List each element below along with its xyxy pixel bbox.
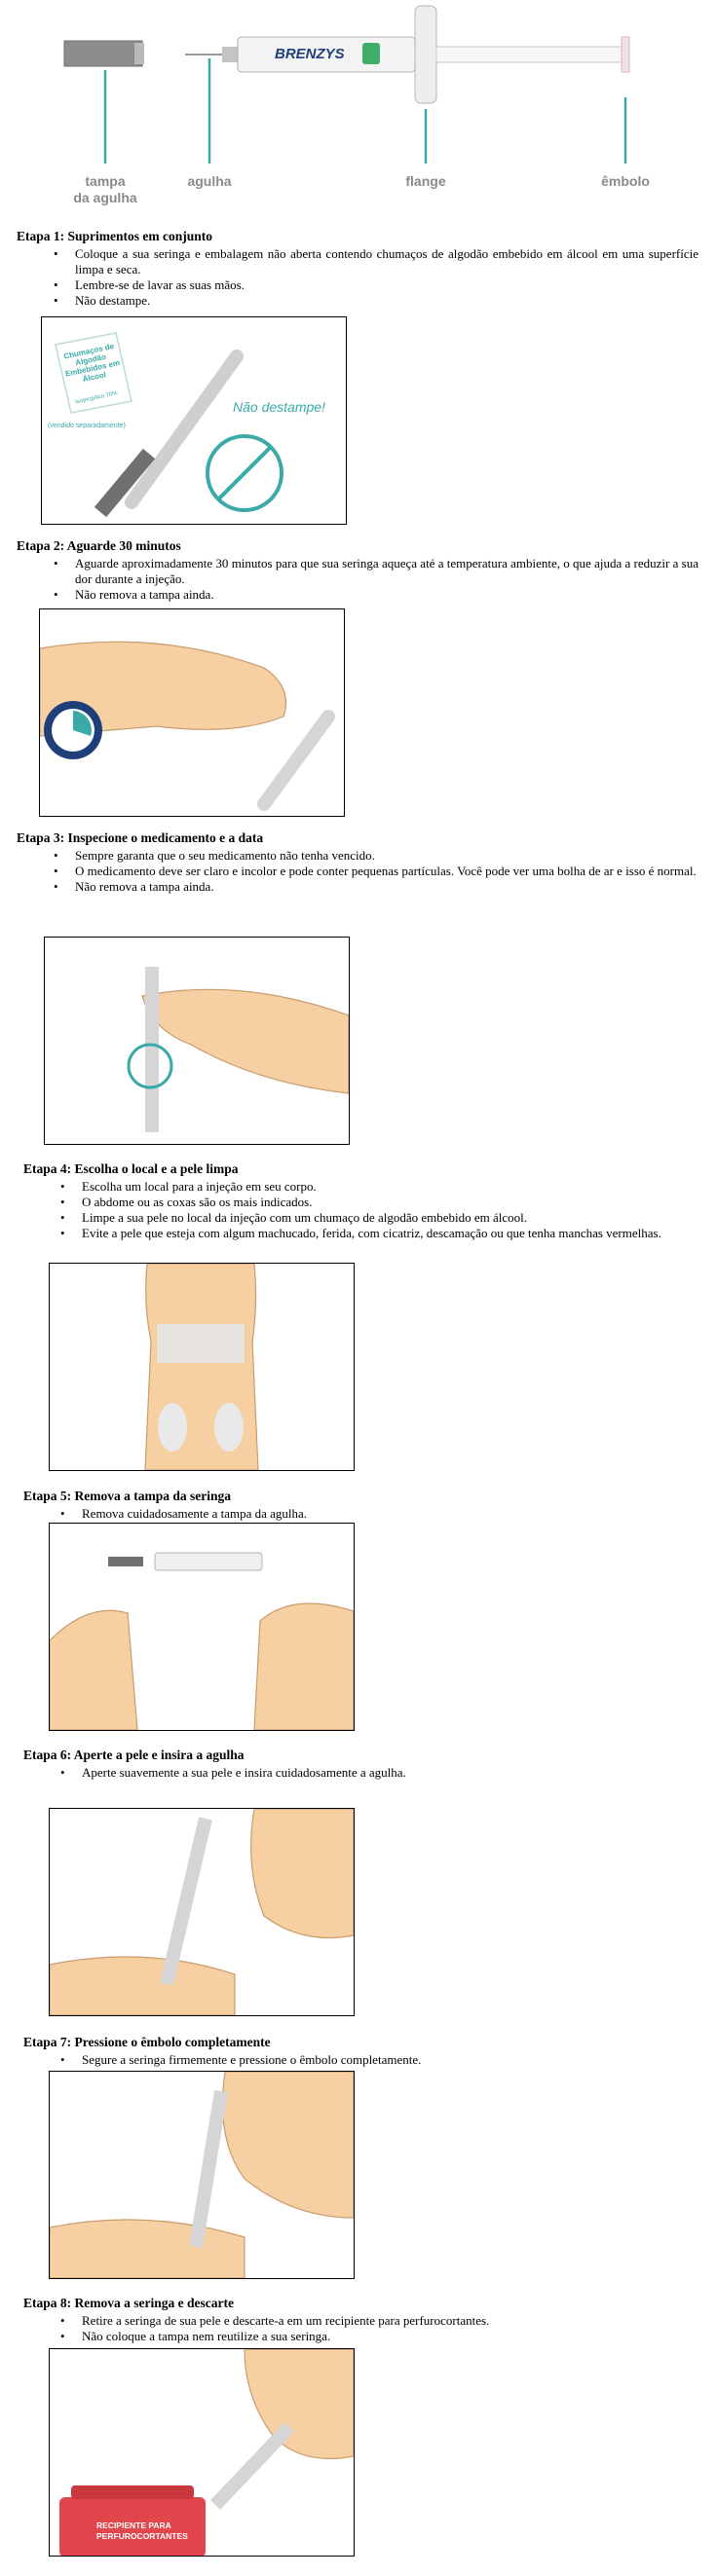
step-4-figure (49, 1263, 355, 1471)
step-7-title: Etapa 7: Pressione o êmbolo completamente (23, 2035, 271, 2049)
list-item: • Coloque a sua seringa e embalagem não aberta contendo chumaços de algodão embebido em álcool em uma superfície limpa e seca. (75, 246, 698, 277)
needle-hub (222, 47, 238, 62)
step-2 (0, 538, 717, 603)
abdomen-site (157, 1324, 245, 1363)
cap-label: tampa da agulha (73, 173, 137, 205)
list-item: • Aguarde aproximadamente 30 minutos para que sua seringa aqueça até a temperatura ambiente, o que ajuda a reduzir a sua dor durante a injeção. (75, 556, 698, 587)
needle-cap-shape (108, 1557, 143, 1566)
flange-shape (415, 6, 436, 103)
right-hand-illustration (254, 1603, 354, 1730)
step-2-figure (39, 608, 345, 817)
list-item: • Retire a seringa de sua pele e descarte-a em um recipiente para perfurocortantes. (82, 2313, 701, 2329)
list-item: • Não remova a tampa ainda. (75, 587, 698, 603)
needle-cap-end (134, 43, 144, 64)
plunger-head (622, 37, 629, 72)
list-item: • Escolha um local para a injeção em seu corpo. (82, 1179, 701, 1195)
step-6-title: Etapa 6: Aperte a pele e insira a agulha (23, 1748, 245, 1762)
step-4-title: Etapa 4: Escolha o local e a pele limpa (23, 1161, 239, 1176)
syringe-body (196, 2091, 221, 2247)
step-8-figure (49, 2348, 355, 2557)
step-6-figure (49, 1808, 355, 2016)
step-6 (0, 1748, 717, 1781)
barrel-logo-mark (362, 43, 380, 64)
brand-logo: BRENZYS (275, 46, 345, 62)
packet-title: Chumaços de Algodão Embebidos em Álcool (62, 341, 121, 385)
left-hand-illustration (50, 1610, 137, 1730)
warning-text: Não destampe! (233, 399, 325, 415)
step-5 (0, 1489, 717, 1522)
hand-illustration (223, 2072, 355, 2218)
step-1-title: Etapa 1: Suprimentos em conjunto (17, 229, 213, 243)
step-2-title: Etapa 2: Aguarde 30 minutos (17, 538, 181, 553)
sharps-container-label: RECIPIENTE PARA PERFUROCORTANTES (96, 2521, 188, 2541)
list-item: • Não coloque a tampa nem reutilize a sua seringa. (82, 2329, 701, 2344)
hand-illustration (245, 2349, 354, 2459)
step-1 (0, 229, 717, 309)
list-item: • Sempre garanta que o seu medicamento não tenha vencido. (75, 848, 698, 864)
step-7 (0, 2035, 717, 2068)
skin-fold-illustration (50, 1957, 235, 2015)
needle-label: agulha (187, 173, 232, 189)
left-thigh-site (158, 1403, 187, 1452)
sharps-container-lid (71, 2485, 194, 2499)
syringe-body (155, 1553, 262, 1570)
flange-label: flange (405, 173, 446, 189)
step-7-figure (49, 2071, 355, 2279)
list-item: • Evite a pele que esteja com algum machucado, ferida, com cicatriz, descamação ou que tenha manchas vermelhas. (82, 1226, 701, 1241)
step-8 (0, 2296, 717, 2344)
needle-cap-shape (64, 41, 142, 66)
hand-illustration (142, 989, 349, 1093)
syringe-anatomy-diagram (0, 0, 717, 214)
syringe-body (215, 2427, 289, 2505)
hand-illustration (251, 1809, 354, 1938)
step-1-figure (41, 316, 347, 525)
step-3-title: Etapa 3: Inspecione o medicamento e a data (17, 830, 264, 845)
packet-note: (vendido separadamente) (48, 423, 126, 429)
step-8-title: Etapa 8: Remova a seringa e descarte (23, 2296, 234, 2310)
step-5-figure (49, 1523, 355, 1731)
packet-sub: Isopropílico 70% (74, 390, 119, 406)
step-5-title: Etapa 5: Remova a tampa da seringa (23, 1489, 231, 1503)
step-4 (0, 1161, 717, 1241)
plunger-rod (436, 47, 622, 62)
right-thigh-site (214, 1403, 244, 1452)
syringe-body (132, 356, 237, 502)
list-item: • Limpe a sua pele no local da injeção com um chumaço de algodão embebido em álcool. (82, 1210, 701, 1226)
list-item: • Remova cuidadosamente a tampa da agulha. (82, 1506, 701, 1522)
syringe-body (167, 1819, 206, 1984)
list-item: • O medicamento deve ser claro e incolor e pode conter pequenas partículas. Você pode ver uma bolha de ar e isso é normal. (75, 864, 698, 879)
list-item: • Lembre-se de lavar as suas mãos. (75, 277, 698, 293)
list-item: • Não destampe. (75, 293, 698, 309)
list-item: • Não remova a tampa ainda. (75, 879, 698, 895)
list-item: • Segure a seringa firmemente e pressione o êmbolo completamente. (82, 2052, 701, 2068)
step-3 (0, 830, 717, 895)
syringe-body (264, 717, 328, 804)
step-3-figure (44, 937, 350, 1145)
list-item: • O abdome ou as coxas são os mais indicados. (82, 1195, 701, 1210)
list-item: • Aperte suavemente a sua pele e insira cuidadosamente a agulha. (82, 1765, 701, 1781)
plunger-label: êmbolo (601, 173, 650, 189)
skin-illustration (50, 2220, 245, 2278)
